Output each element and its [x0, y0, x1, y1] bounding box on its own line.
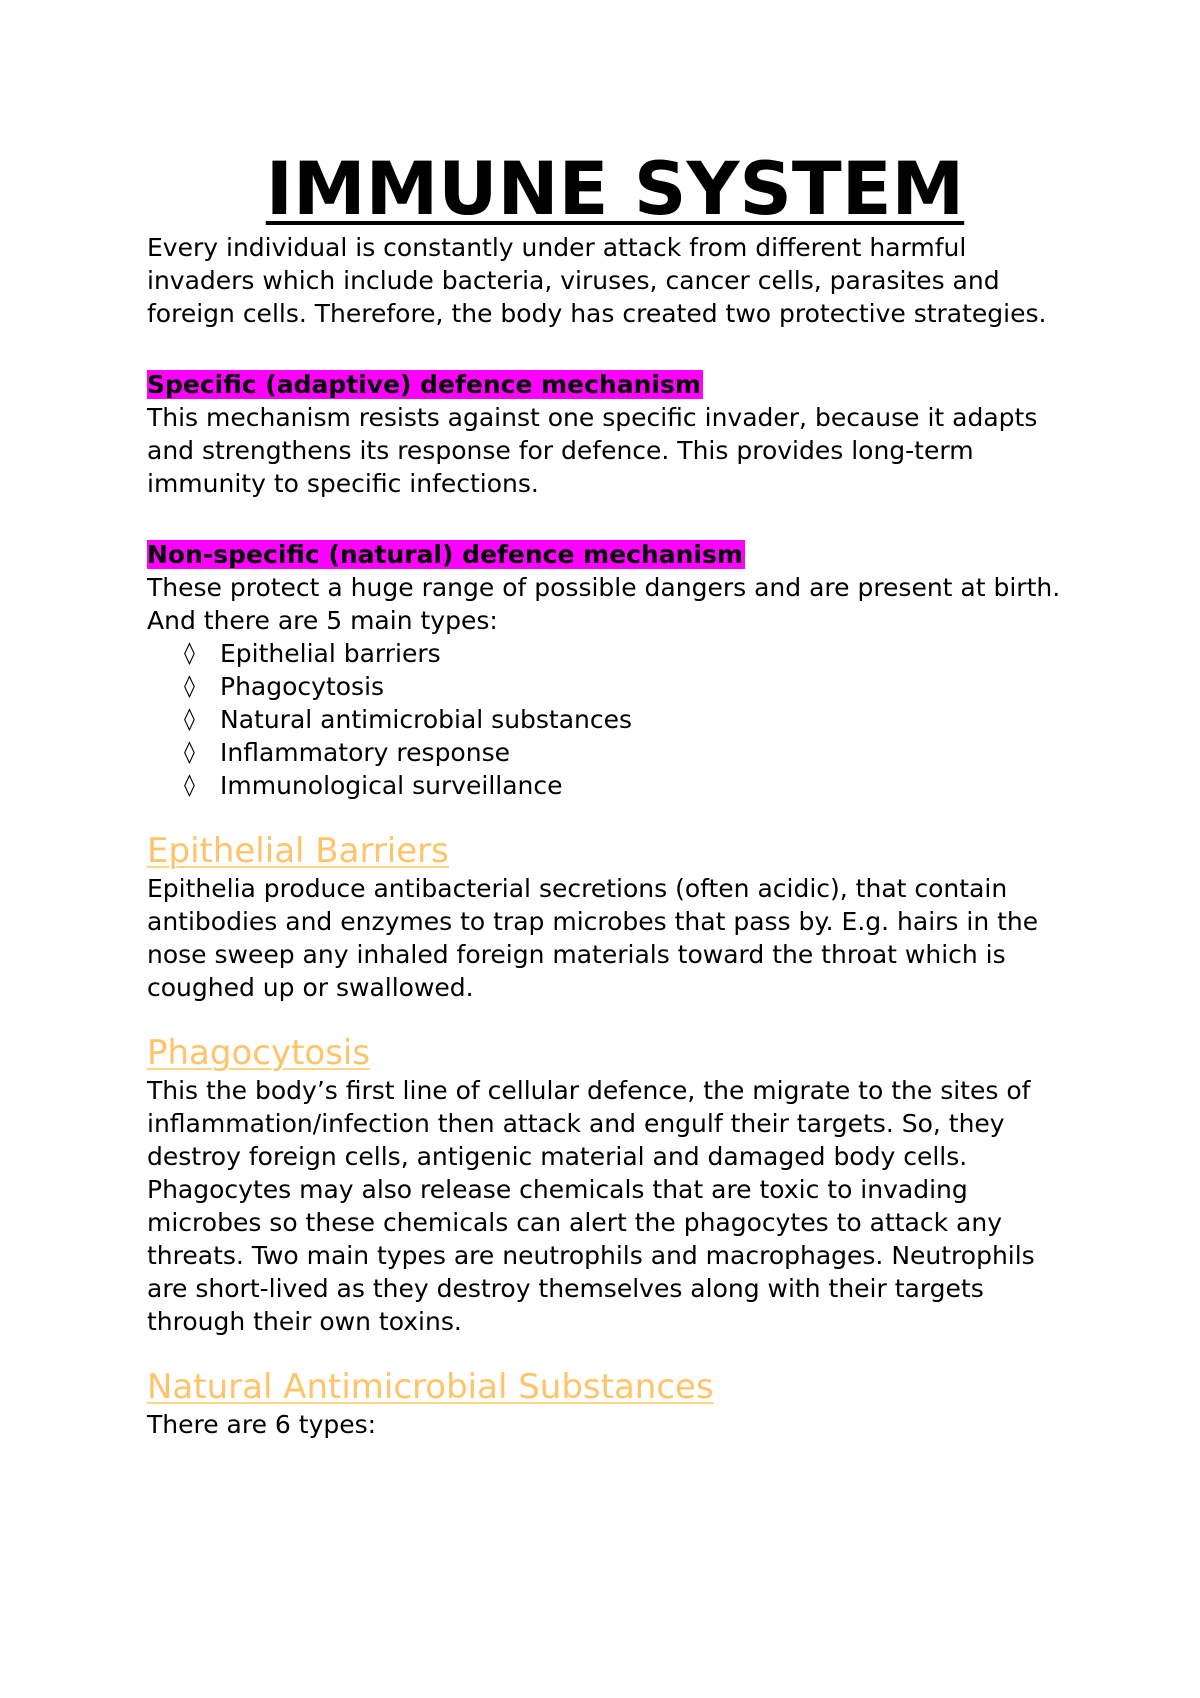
nonspecific-mechanism-paragraph: These protect a huge range of possible dangers and are present at birth. And there are 5 main types:: [147, 573, 1061, 635]
defence-types-list: [147, 637, 1077, 802]
list-item: [184, 736, 1077, 769]
list-item: [184, 637, 1077, 670]
diamond-bullet-icon: ◊: [184, 773, 195, 798]
list-item-label: Phagocytosis: [220, 672, 385, 701]
phagocytosis-heading: [147, 1032, 1077, 1074]
intro-paragraph: Every individual is constantly under attack from different harmful invaders which include bacteria, viruses, cancer cells, parasites and foreign cells. Therefore, the body has created two protective strategies.: [147, 233, 1047, 328]
diamond-bullet-icon: ◊: [184, 707, 195, 732]
diamond-bullet-icon: ◊: [184, 740, 195, 765]
phagocytosis-paragraph: This the body’s first line of cellular defence, the migrate to the sites of inflammation/infection then attack and engulf their targets. So, they destroy foreign cells, antigenic material and damaged body cells. Phagocytes may also release chemicals that are toxic to invading microbes so these chemicals can alert the phagocytes to attack any threats. Two main types are neutrophils and macrophages. Neutrophils are short-lived as they destroy themselves along with their targets through their own toxins.: [147, 1076, 1035, 1336]
list-item: [184, 670, 1077, 703]
diamond-bullet-icon: ◊: [184, 641, 195, 666]
list-item-label: Inflammatory response: [220, 738, 510, 767]
diamond-bullet-icon: ◊: [184, 674, 195, 699]
antimicrobial-substances-heading: [147, 1366, 1077, 1408]
antimicrobial-substances-heading-text: Natural Antimicrobial Substances: [147, 1367, 714, 1407]
list-item-label: Natural antimicrobial substances: [220, 705, 633, 734]
specific-mechanism-heading: [147, 368, 1077, 401]
list-item-label: Epithelial barriers: [220, 639, 441, 668]
nonspecific-mechanism-heading-text: Non-specific (natural) defence mechanism: [147, 540, 743, 569]
list-item-label: Immunological surveillance: [220, 771, 563, 800]
epithelial-barriers-heading-text: Epithelial Barriers: [147, 831, 449, 871]
specific-mechanism-heading-text: Specific (adaptive) defence mechanism: [147, 370, 701, 399]
document-title: IMMUNE SYSTEM: [265, 147, 965, 232]
specific-mechanism-paragraph: This mechanism resists against one specific invader, because it adapts and strengthens its response for defence. This provides long-term immunity to specific infections.: [147, 403, 1038, 498]
epithelial-barriers-paragraph: Epithelia produce antibacterial secretions (often acidic), that contain antibodies and enzymes to trap microbes that pass by. E.g. hairs in the nose sweep any inhaled foreign materials toward the throat which is coughed up or swallowed.: [147, 874, 1039, 1002]
list-item: [184, 703, 1077, 736]
nonspecific-mechanism-heading: [147, 538, 1077, 571]
document-page: [147, 148, 1077, 1441]
list-item: [184, 769, 1077, 802]
antimicrobial-substances-paragraph: There are 6 types:: [147, 1410, 377, 1439]
phagocytosis-heading-text: Phagocytosis: [147, 1033, 371, 1073]
epithelial-barriers-heading: [147, 830, 1077, 872]
